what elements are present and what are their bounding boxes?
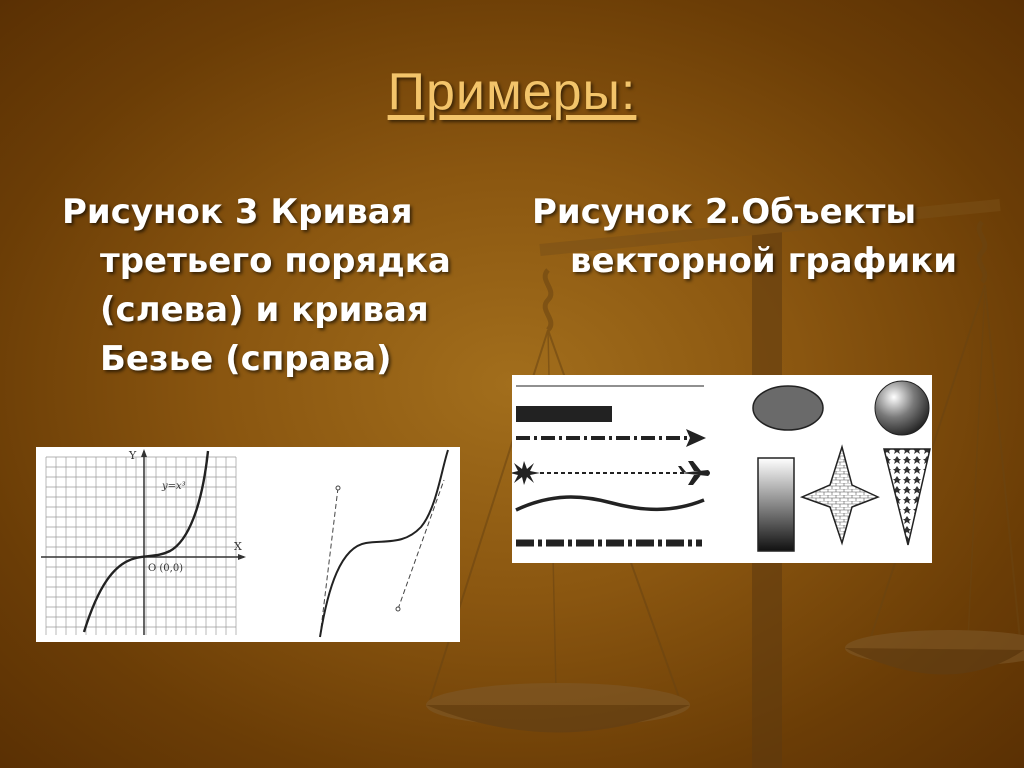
bezier-control-line-left (320, 488, 338, 637)
caption-right: Рисунок 2.Объекты векторной графики (532, 192, 958, 281)
thick-bar (516, 406, 612, 422)
gradient-rectangle (758, 458, 794, 551)
bezier-control-line-right (398, 480, 444, 609)
x-axis-label: X (234, 540, 242, 553)
grid (46, 457, 236, 635)
origin-label: O (0,0) (148, 563, 184, 574)
y-axis-label: Y (129, 449, 137, 462)
wave-line (516, 497, 704, 510)
slide-title: Примеры: (387, 63, 637, 121)
caption-left: Рисунок 3 Кривая третьего порядка (слева) и кривая Безье (справа) (62, 192, 451, 379)
pattern-triangle-shape (884, 449, 930, 545)
bezier-control-point-1 (336, 486, 340, 490)
brick-star-shape (802, 447, 878, 543)
star-shape (512, 461, 540, 485)
plane-icon (678, 461, 710, 485)
bezier-curve (320, 450, 448, 637)
sphere-shape (875, 381, 929, 435)
bezier-control-point-2 (396, 607, 400, 611)
figure-vector-objects (512, 375, 932, 563)
figure-cubic-bezier (36, 447, 460, 642)
equation-label: y=x³ (162, 481, 186, 492)
arrow-head (686, 429, 706, 447)
ellipse-shape (753, 386, 823, 430)
